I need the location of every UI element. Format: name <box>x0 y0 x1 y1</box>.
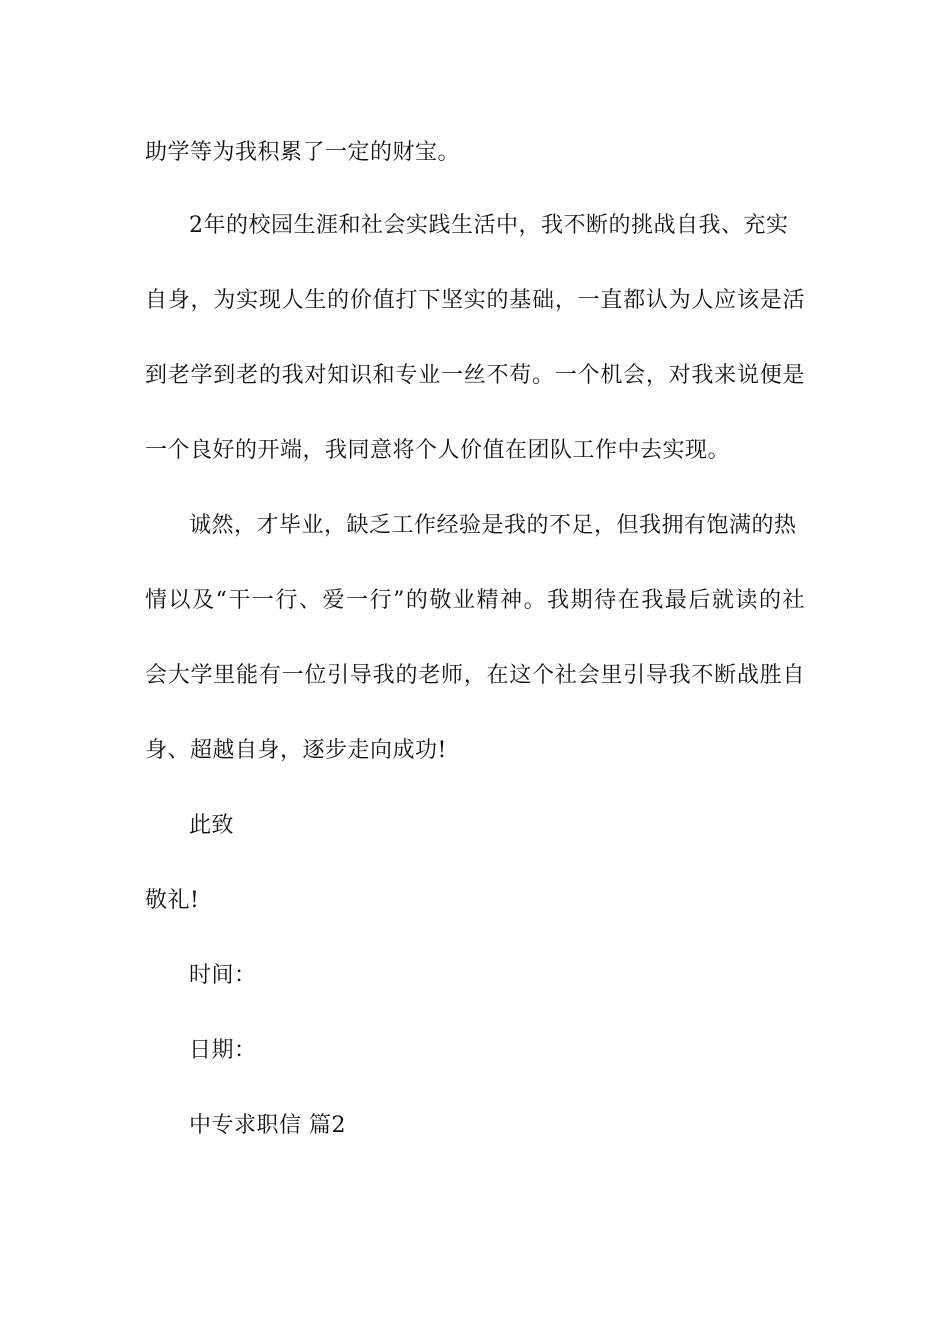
section-heading: 中专求职信 篇2 <box>189 1113 346 1138</box>
paragraph-line: 诚然，才毕业，缺乏工作经验是我的不足，但我拥有饱满的热 <box>189 513 797 538</box>
paragraph-line: 到老学到老的我对知识和专业一丝不苟。一个机会，对我来说便是 <box>145 363 805 388</box>
paragraph-line: 2年的校园生涯和社会实践生活中，我不断的挑战自我、充实 <box>189 213 789 238</box>
closing-salutation: 此致 <box>189 813 235 838</box>
paragraph-line: 自身，为实现人生的价值打下坚实的基础，一直都认为人应该是活 <box>145 288 805 313</box>
paragraph-line: 身、超越自身，逐步走向成功! <box>145 738 447 763</box>
paragraph-line: 助学等为我积累了一定的财宝。 <box>145 140 461 165</box>
paragraph-line: 情以及“干一行、爱一行”的敬业精神。我期待在我最后就读的社 <box>145 588 805 613</box>
closing-regards: 敬礼! <box>145 888 200 913</box>
paragraph-line: 一个良好的开端，我同意将个人价值在团队工作中去实现。 <box>145 438 731 463</box>
date-label: 日期： <box>189 1038 257 1063</box>
time-label: 时间： <box>189 963 257 988</box>
paragraph-line: 会大学里能有一位引导我的老师，在这个社会里引导我不断战胜自 <box>145 663 805 688</box>
